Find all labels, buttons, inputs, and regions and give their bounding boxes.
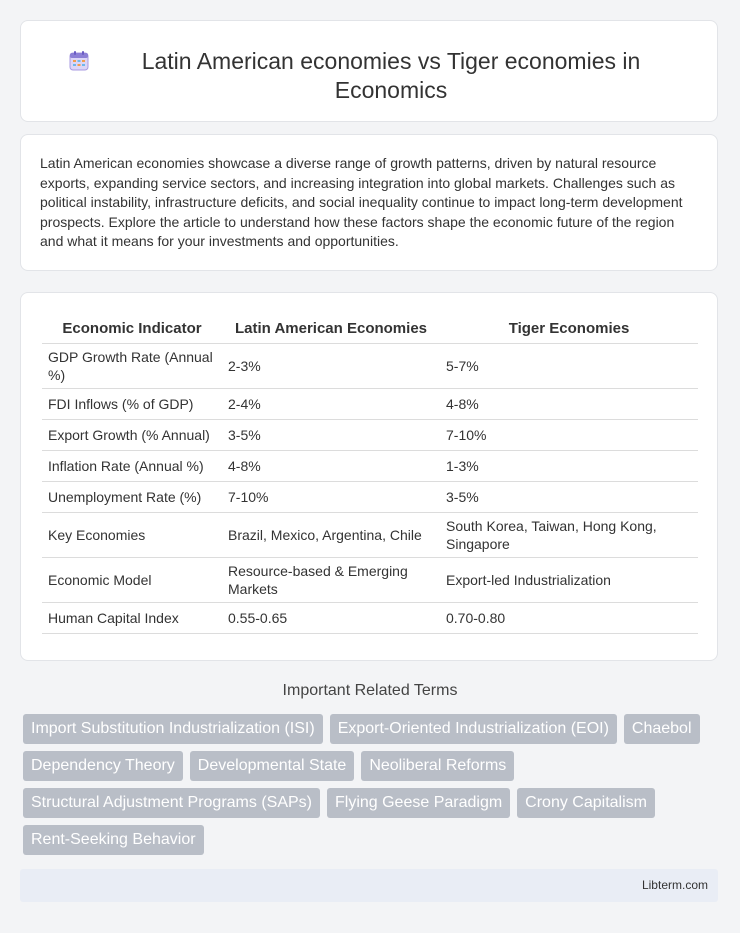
header-tiger: Tiger Economies [440, 313, 698, 344]
term-tag[interactable]: Crony Capitalism [517, 788, 655, 818]
table-row [42, 513, 698, 558]
table-row [42, 451, 698, 482]
indicator-cell: Export Growth (% Annual) [42, 420, 222, 451]
tiger-value-cell: Export-led Industrialization [440, 558, 698, 603]
latin-value-cell: 4-8% [222, 451, 440, 482]
term-tag[interactable]: Developmental State [190, 751, 355, 781]
latin-value-cell: Resource-based & Emerging Markets [222, 558, 440, 603]
indicator-cell: Human Capital Index [42, 603, 222, 634]
indicator-cell: Key Economies [42, 513, 222, 558]
table-header-row [42, 313, 698, 344]
term-tag[interactable]: Flying Geese Paradigm [327, 788, 510, 818]
table-row [42, 420, 698, 451]
tiger-value-cell: 5-7% [440, 344, 698, 389]
term-tag[interactable]: Dependency Theory [23, 751, 183, 781]
table-row [42, 344, 698, 389]
table-row [42, 389, 698, 420]
comparison-card [20, 292, 718, 661]
term-tag[interactable]: Neoliberal Reforms [361, 751, 514, 781]
term-tag[interactable]: Import Substitution Industrialization (ISI) [23, 714, 323, 744]
tiger-value-cell: 4-8% [440, 389, 698, 420]
indicator-cell: Inflation Rate (Annual %) [42, 451, 222, 482]
indicator-cell: GDP Growth Rate (Annual %) [42, 344, 222, 389]
term-tag[interactable]: Export-Oriented Industrialization (EOI) [330, 714, 617, 744]
table-row [42, 603, 698, 634]
related-terms-list [23, 714, 723, 855]
intro-paragraph: Latin American economies showcase a diverse range of growth patterns, driven by natural resource exports, expanding service sectors, and increasing integration into global markets. Challenges such as political instability, infrastructure deficits, and social inequality continue to impact long-term development prospects. Explore the article to understand how these factors shape the economic future of the region and what it means for your investments and opportunities. [40, 155, 683, 250]
term-tag[interactable]: Rent-Seeking Behavior [23, 825, 204, 855]
tiger-value-cell: 7-10% [440, 420, 698, 451]
footer-brand-link[interactable]: Libterm.com [641, 878, 708, 892]
title-row [21, 21, 717, 105]
title-card [20, 20, 718, 122]
tiger-value-cell: 1-3% [440, 451, 698, 482]
header-indicator: Economic Indicator [42, 313, 222, 344]
indicator-cell: Economic Model [42, 558, 222, 603]
indicator-cell: Unemployment Rate (%) [42, 482, 222, 513]
latin-value-cell: 0.55-0.65 [222, 603, 440, 634]
table-row [42, 482, 698, 513]
latin-value-cell: Brazil, Mexico, Argentina, Chile [222, 513, 440, 558]
latin-value-cell: 3-5% [222, 420, 440, 451]
intro-card [20, 134, 718, 271]
related-terms-title: Important Related Terms [282, 682, 458, 699]
latin-value-cell: 2-4% [222, 389, 440, 420]
table-row [42, 558, 698, 603]
latin-value-cell: 2-3% [222, 344, 440, 389]
term-tag[interactable]: Chaebol [624, 714, 700, 744]
term-tag[interactable]: Structural Adjustment Programs (SAPs) [23, 788, 320, 818]
tiger-value-cell: 0.70-0.80 [440, 603, 698, 634]
comparison-table [42, 313, 698, 634]
calendar-icon [67, 49, 91, 73]
latin-value-cell: 7-10% [222, 482, 440, 513]
tiger-value-cell: 3-5% [440, 482, 698, 513]
header-latin-america: Latin American Economies [222, 313, 440, 344]
tiger-value-cell: South Korea, Taiwan, Hong Kong, Singapore [440, 513, 698, 558]
page-title: Latin American economies vs Tiger economies in Economics [141, 48, 641, 103]
footer [20, 869, 718, 902]
indicator-cell: FDI Inflows (% of GDP) [42, 389, 222, 420]
